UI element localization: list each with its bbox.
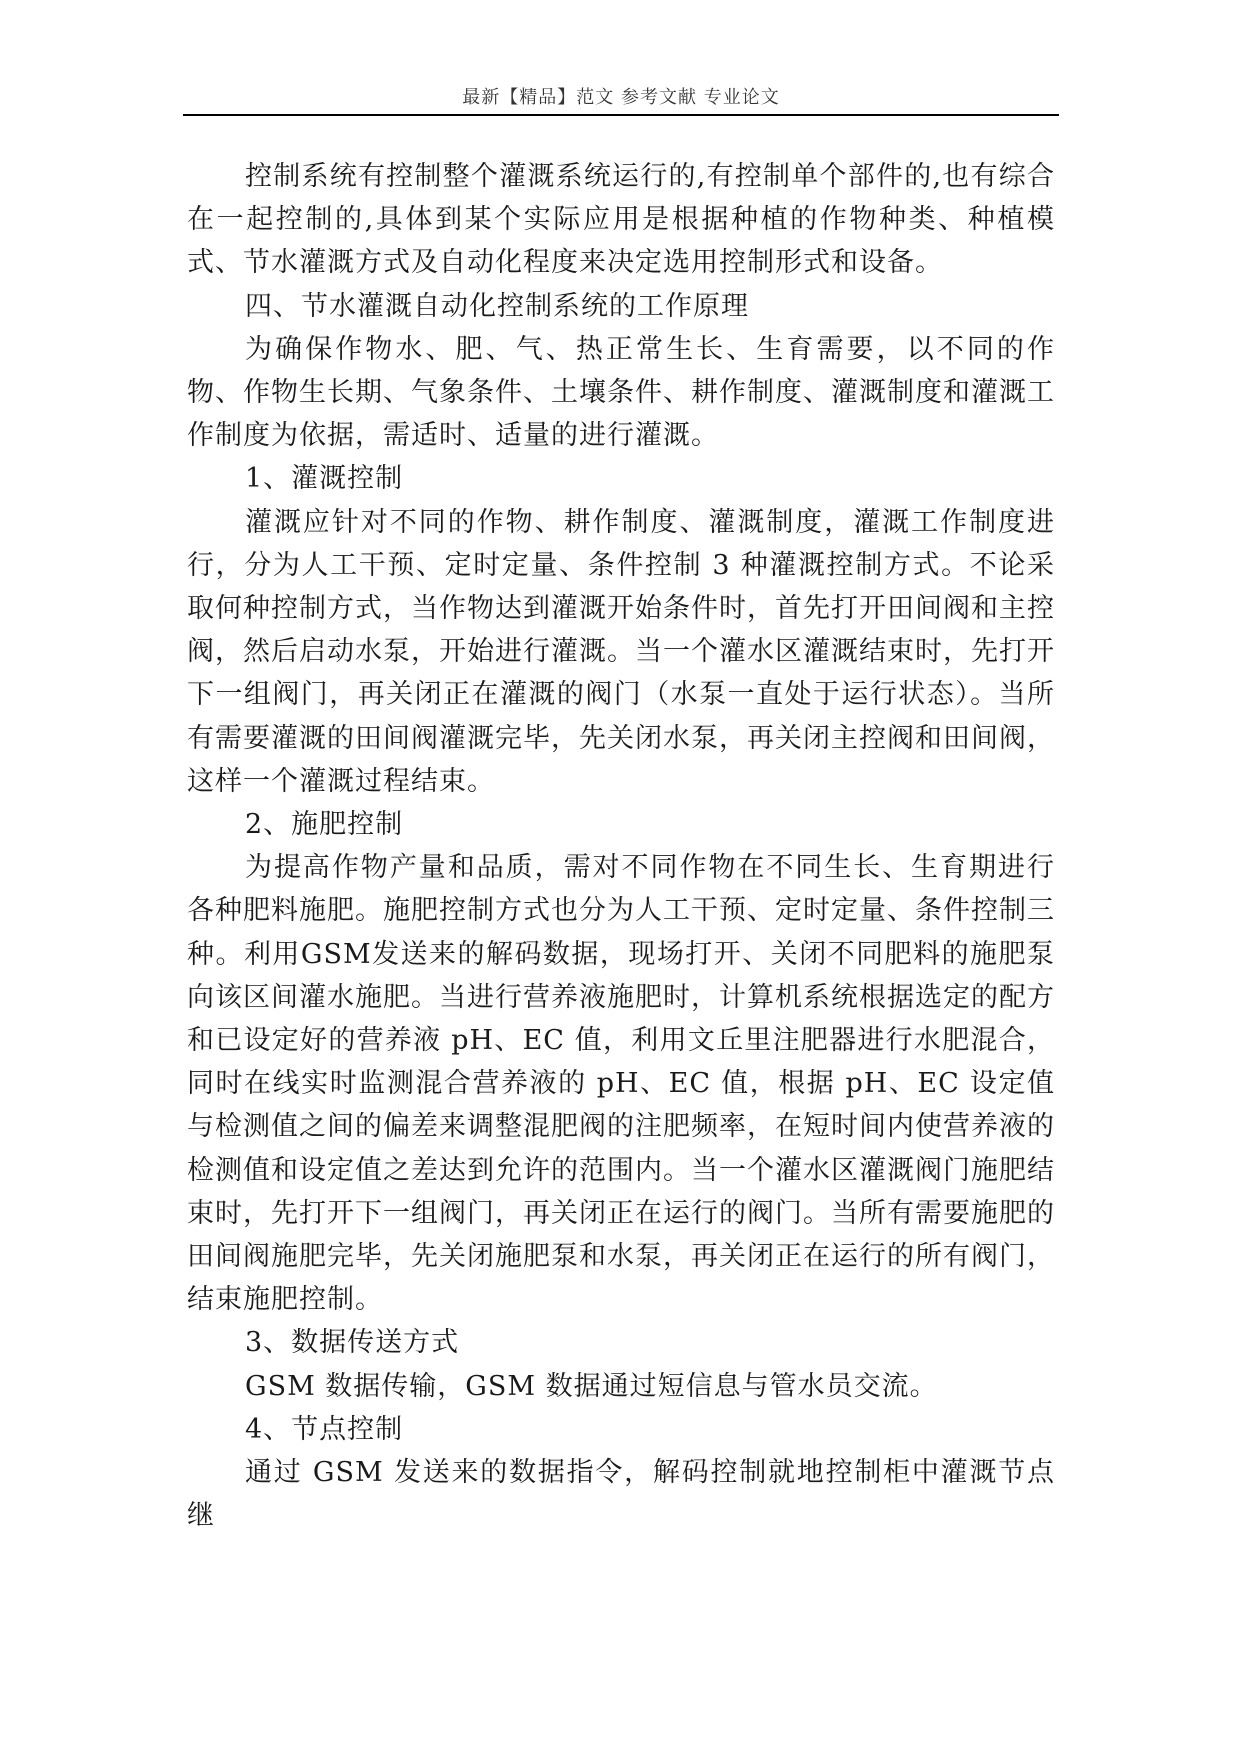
document-body bbox=[187, 155, 1055, 1538]
subheading-fertilization-control: 2、施肥控制 bbox=[245, 809, 404, 841]
header-divider bbox=[183, 114, 1059, 116]
subheading-irrigation-control: 1、灌溉控制 bbox=[245, 463, 404, 495]
subheading-data-transmission: 3、数据传送方式 bbox=[245, 1327, 460, 1359]
paragraph-control-system-intro: 控制系统有控制整个灌溉系统运行的,有控制单个部件的,也有综合在一起控制的,具体到某个实际应用是根据种植的作物种类、种植模式、节水灌溉方式及自动化程度来决定选用控制形式和设备。 bbox=[187, 161, 1055, 279]
section-heading-working-principle: 四、节水灌溉自动化控制系统的工作原理 bbox=[245, 290, 749, 322]
paragraph-fertilization-control: 为提高作物产量和品质，需对不同作物在不同生长、生育期进行各种肥料施肥。施肥控制方式也分为人工干预、定时定量、条件控制三种。利用GSM发送来的解码数据，现场打开、关闭不同肥料的施肥泵向该区间灌水施肥。当进行营养液施肥时，计算机系统根据选定的配方和已设定好的营养液 pH、EC 值，利用文丘里注肥器进行水肥混合，同时在线实时监测混合营养液的 pH、EC 值，根据 pH、EC 设定值与检测值之间的偏差来调整混肥阀的注肥频率，在短时间内使营养液的检测值和设定值之差达到允许的范围内。当一个灌水区灌溉阀门施肥结束时，先打开下一组阀门，再关闭正在运行的阀门。当所有需要施肥的田间阀施肥完毕，先关闭施肥泵和水泵，再关闭正在运行的所有阀门，结束施肥控制。 bbox=[187, 852, 1055, 1316]
paragraph-data-transmission: GSM 数据传输，GSM 数据通过短信息与管水员交流。 bbox=[245, 1370, 938, 1402]
paragraph-node-control: 通过 GSM 发送来的数据指令，解码控制就地控制柜中灌溉节点继 bbox=[187, 1457, 1055, 1532]
subheading-node-control: 4、节点控制 bbox=[245, 1413, 404, 1445]
paragraph-irrigation-control: 灌溉应针对不同的作物、耕作制度、灌溉制度，灌溉工作制度进行，分为人工干预、定时定量、条件控制 3 种灌溉控制方式。不论采取何种控制方式，当作物达到灌溉开始条件时，首先打开田间阀和主控阀，然后启动水泵，开始进行灌溉。当一个灌水区灌溉结束时，先打开下一组阀门，再关闭正在灌溉的阀门（水泵一直处于运行状态）。当所有需要灌溉的田间阀灌溉完毕，先关闭水泵，再关闭主控阀和田间阀，这样一个灌溉过程结束。 bbox=[187, 506, 1055, 797]
page-header: 最新【精品】范文 参考文献 专业论文 bbox=[462, 87, 780, 108]
paragraph-irrigation-basis: 为确保作物水、肥、气、热正常生长、生育需要，以不同的作物、作物生长期、气象条件、土壤条件、耕作制度、灌溉制度和灌溉工作制度为依据，需适时、适量的进行灌溉。 bbox=[187, 333, 1055, 452]
